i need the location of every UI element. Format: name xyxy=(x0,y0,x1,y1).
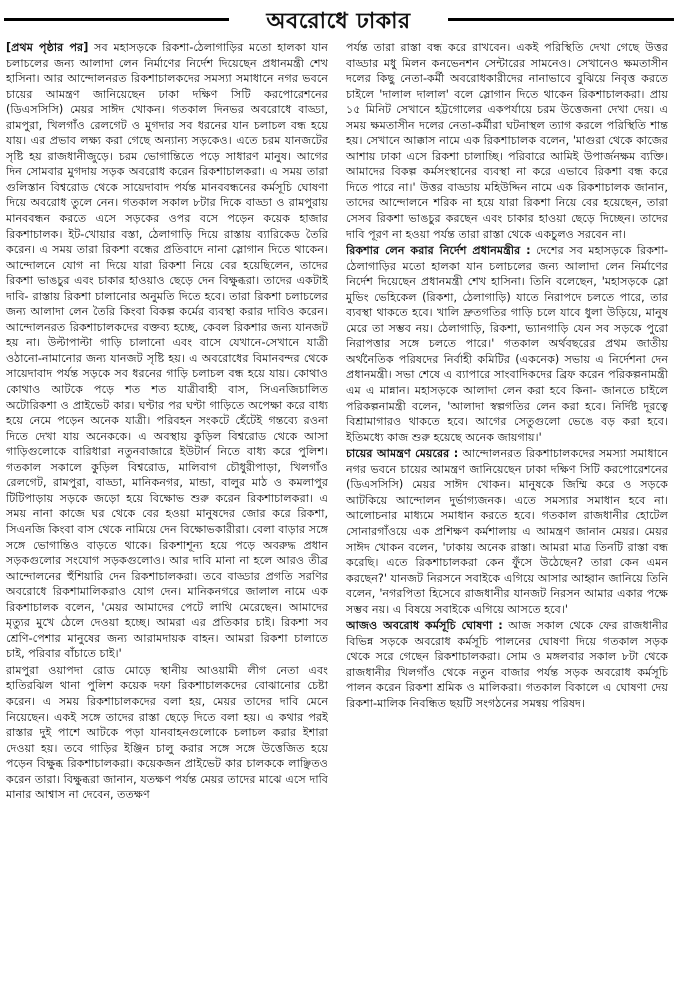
article-body xyxy=(6,40,672,1002)
paragraph xyxy=(346,243,668,445)
subhead-mayor-invitation: চায়ের আমন্ত্রণ মেয়রের : xyxy=(346,447,459,461)
paragraph-text: আন্দোলনরত রিকশাচালকদের সমস্যা সমাধানে নগর ভবনে চায়ের আমন্ত্রণ জানিয়েছেন ঢাকা দক্ষিণ সিটি করপোরেশনের (ডিএসসিসি) মেয়র সাঈদ খোকন। মানুষকে জিম্মি করে ও সড়কে আটকিয়ে আন্দোলন দুর্ভাগ্যজনক। এতে সমস্যার সমাধান হবে না। আলোচনার মাধ্যমে সমাধান করতে হবে। গতকাল রাজধানীর হোটেল সোনারগাঁওয়ে এক প্রশিক্ষণ কর্মশালায় এ আমন্ত্রণ জানান মেয়র। মেয়র সাঈদ খোকন বলেন, 'ঢাকায় অনেক রাস্তা। আমরা মাত্র তিনটি রাস্তা বন্ধ করেছি। এতে রিকশাচালকরা কেন ফুঁসে উঠেছেন? তারা কেন এমন করছেন?' যানজট নিরসনে সবাইকে এগিয়ে আসার আহ্বান জানিয়ে তিনি বলেন, 'নগরপিতা হিসেবে রাজধানীর যানজট নিরসন আমার একার পক্ষে সম্ভব নয়। এ বিষয়ে সবাইকে এগিয়ে আসতে হবে।' xyxy=(346,447,668,616)
paragraph-text: আজ সকাল থেকে ফের রাজধানীর বিভিন্ন সড়কে অবরোধ কর্মসূচি পালনের ঘোষণা দিয়ে গতকাল সড়ক থেকে সরে গেছেন রিকশাচালকরা। সোম ও মঙ্গলবার সকাল ৮টা থেকে রাজধানীর খিলগাঁও থেকে নতুন বাজার পর্যন্ত সড়ক অবরোধ কর্মসূচি পালন করেন রিকশা শ্রমিক ও মালিকরা। গতকাল বিকালে এ ঘোষণা দেয় রিকশা-মালিক নিবন্ধিত ছয়টি সংগঠনের সমন্বয় পরিষদ। xyxy=(346,619,668,710)
paragraph xyxy=(346,446,668,617)
headline-bar xyxy=(0,0,678,38)
subhead-pm-directive: রিকশার লেন করার নির্দেশ প্রধানমন্ত্রীর : xyxy=(346,244,531,258)
left-column xyxy=(6,40,328,1002)
paragraph xyxy=(346,40,668,242)
continuation-label: [প্রথম পৃষ্ঠার পর] xyxy=(6,41,89,54)
paragraph-text: রামপুরা ওয়াপদা রোড মোড়ে স্থানীয় আওয়ামী লীগ নেতা এবং হাতিরঝিল থানা পুলিশ কয়েক দফা রিকশাচালকদের বোঝানোর চেষ্টা করেন। এ সময় রিকশাচালকদের বলা হয়, মেয়র তাদের দাবি মেনে নিয়েছেন। একই সঙ্গে তাদের রাস্তা ছেড়ে দিতে বলা হয়। এ কথার পরই রাস্তার দুই পাশে আটকে পড়া যানবাহনগুলোকে চলাচল করার ইশারা দেওয়া হয়। তবে গাড়ির ইঞ্জিন চালু করার সঙ্গে সঙ্গে উত্তেজিত হয়ে পড়েন বিক্ষুব্ধ রিকশাচালকরা। কয়েকজন প্রাইভেট কার চালককে লাঞ্ছিতও করেন তারা। বিক্ষুব্ধরা জানান, যতক্ষণ পর্যন্ত মেয়র তাদের মাঝে এসে দাবি মানার আশ্বাস না দেবেন, ততক্ষণ xyxy=(6,663,328,802)
paragraph xyxy=(6,663,328,803)
paragraph-text: পর্যন্ত তারা রাস্তা বন্ধ করে রাখবেন। একই পরিস্থিতি দেখা গেছে উত্তর বাড্ডার মধু মিলন কনভেনশন সেন্টারের সামনেও। সেখানেও ক্ষমতাসীন দলের কিছু নেতা-কর্মী অবরোধকারীদের নানাভাবে বুঝিয়ে নিবৃত্ত করতে চাইলে 'দালাল দালাল' বলে স্লোগান দিতে থাকেন রিকশাচালকরা। প্রায় ১৫ মিনিট সেখানে হট্টগোলের একপর্যায়ে চরম উত্তেজনা দেখা দেয়। এ সময় ক্ষমতাসীন দলের নেতা-কর্মীরা ঘটনাস্থল ত্যাগ করলে পরিস্থিতি শান্ত হয়। সেখানে আক্কাস নামে এক রিকশাচালক বলেন, 'মাগুরা থেকে কাজের আশায় ঢাকা এসে রিকশা চালাচ্ছি। পরিবারে আমিই উপার্জনক্ষম ব্যক্তি। আমাদের বিকল্প কর্মসংস্থানের ব্যবস্থা না করে এভাবে রিকশা বন্ধ করে দিতে পারে না।' উত্তর বাড্ডায় মহিউদ্দিন নামে এক রিকশাচালক জানান, তাদের আন্দোলনে শরিক না হয়ে যারা রিকশা নিয়ে বের হয়েছেন, তারা সেসব রিকশা ভাঙচুর করছেন এবং চাকার হাওয়া ছেড়ে দিচ্ছেন। তাদের দাবি পূরণ না হওয়া পর্যন্ত তারা রাস্তা থেকে একচুলও সরবেন না। xyxy=(346,41,668,241)
subhead-blockade-announcement: আজও অবরোধ কর্মসূচি ঘোষণা : xyxy=(346,619,503,633)
paragraph xyxy=(6,40,328,662)
paragraph-text: সব মহাসড়কে রিকশা-ঠেলাগাড়ির মতো হালকা যান চলাচলের জন্য আলাদা লেন নির্মাণের নির্দেশ দিয়েছেন প্রধানমন্ত্রী শেখ হাসিনা। আর আন্দোলনরত রিকশাচালকদের সমস্যা সমাধানে নগর ভবনে চায়ের আমন্ত্রণ জানিয়েছেন ঢাকা দক্ষিণ সিটি করপোরেশনের (ডিএসসিসি) মেয়র সাঈদ খোকন। গতকাল দিনভর অবরোধে বাড্ডা, রামপুরা, খিলগাঁও রেলগেট ও মুগদার সব ধরনের যান চলাচল বন্ধ হয়ে যায়। এর প্রভাব লক্ষ্য করা গেছে অন্যান্য সড়কেও। এতে চরম যানজটের সৃষ্টি হয় রাজধানীজুড়ে। চরম ভোগান্তিতে পড়ে সাধারণ মানুষ। আগের দিন সোমবার মুগদায় সড়ক অবরোধ করেন রিকশাচালকরা। এ সময় তারা গুলিস্তান বিশ্বরোড থেকে সায়েদাবাদ পর্যন্ত মানববন্ধনের কর্মসূচি ঘোষণা দিয়ে অবরোধ তুলে নেন। গতকাল সকাল ৮টার দিকে বাড্ডা ও রামপুরায় মানববন্ধন করতে এসে সড়কের ওপর বসে পড়েন কয়েক হাজার রিকশাচালক। ইট-খোয়ার বস্তা, ঠেলাগাড়ি দিয়ে রাস্তায় ব্যারিকেড তৈরি করেন। এ সময় তারা রিকশা বন্ধের প্রতিবাদে নানা স্লোগান দিতে থাকেন। আন্দোলনে যোগ না দিয়ে যারা রিকশা নিয়ে বের হয়েছিলেন, তাদের রিকশা ভাঙচুর এবং চাকার হাওয়াও ছেড়ে দেন বিক্ষুব্ধরা। তাদের একটাই দাবি- রাস্তায় রিকশা চালানোর অনুমতি দিতে হবে। তারা রিকশা চলাচলের জন্য আলাদা লেন তৈরি কিংবা বিকল্প কর্মের ব্যবস্থা করার দাবিও করেন। আন্দোলনরত রিকশাচালকদের বক্তব্য হচ্ছে, কেবল রিকশার জন্য যানজট হয় না। উল্টাপাল্টা গাড়ি চালানো এবং বাসে যেখানে-সেখানে যাত্রী ওঠানো-নামানোর জন্য যানজট সৃষ্টি হয়। এ অবরোধের বিমানবন্দর থেকে সায়েদাবাদ পর্যন্ত সড়কে সব ধরনের গাড়ি চলাচল বন্ধ হয়ে যায়। কোথাও কোথাও আটকে পড়ে শত শত যাত্রীবাহী বাস, সিএনজিচালিত অটোরিকশা ও প্রাইভেট কার। ঘণ্টার পর ঘণ্টা গাড়িতে অপেক্ষা করে বাধ্য হয়ে নেমে পড়েন অনেক যাত্রী। পরিবহন সংকটে হেঁটেই গন্তব্যে রওনা দিতে দেখা যায় অনেককে। এ অবস্থায় কুড়িল বিশ্বরোড থেকে আসা গাড়িগুলোকে বারিধারা নতুনবাজারে ইউটার্ন নিতে বাধ্য করে পুলিশ। গতকাল সকালে কুড়িল বিশ্বরোড, মালিবাগ চৌধুরীপাড়া, খিলগাঁও রেলগেট, রামপুরা, বাড্ডা, মানিকনগর, মান্ডা, বালুর মাঠ ও কমলাপুর টিটিপাড়ায় সড়কে জড়ো হয়ে বিক্ষোভ শুরু করেন রিকশাচালকরা। এ সময় নানা কাজে ঘর থেকে বের হওয়া মানুষদের জোর করে রিকশা, সিএনজি কিংবা বাস থেকে নামিয়ে দেন বিক্ষোভকারীরা। বেলা বাড়ার সঙ্গে সঙ্গে ভোগান্তিও বাড়তে থাকে। রিকশাশূন্য হয়ে পড়ে অবরুদ্ধ প্রধান সড়কগুলোর সংযোগ সড়কগুলোও। আর দাবি মানা না হলে আরও তীব্র আন্দোলনের হুঁশিয়ারি দেন রিকশাচালকরা। তবে বাড্ডার প্রগতি সরণির অবরোধে রিকশামালিকরাও যোগ দেন। মানিকনগরে জালাল নামে এক রিকশাচালক বলেন, 'মেয়র আমাদের পেটে লাথি মেরেছেন। আমাদের মৃত্যুর মুখে ঠেলে দেওয়া হচ্ছে। আমরা এর প্রতিকার চাই। রিকশা সব শ্রেণি-পেশার মানুষের জন্য আরামদায়ক বাহন। আমরা রিকশা চালাতে চাই, পরিবার বাঁচাতে চাই।' xyxy=(6,41,328,661)
headline-rule-left xyxy=(4,18,229,21)
paragraph-text: দেশের সব মহাসড়কে রিকশা-ঠেলাগাড়ির মতো হালকা যান চলাচলের জন্য আলাদা লেন নির্মাণের নির্দেশ দিয়েছেন প্রধানমন্ত্রী শেখ হাসিনা। তিনি বলেছেন, 'মহাসড়কে স্লো মুভিং ভেহিকেল (রিকশা, ঠেলাগাড়ি) যাতে নিরাপদে চলতে পারে, তার ব্যবস্থা থাকতে হবে। খালি দ্রুতগতির গাড়ি চলে যাবে ধুলা উড়িয়ে, মানুষ মেরে তা সম্ভব নয়। ঠেলাগাড়ি, রিকশা, ভ্যানগাড়ি যেন সব সড়কে পুরো নিরাপত্তার সঙ্গে চলতে পারে।' গতকাল অর্থবছরের প্রথম জাতীয় অর্থনৈতিক পরিষদের নির্বাহী কমিটির (একনেক) সভায় এ নির্দেশনা দেন প্রধানমন্ত্রী। সভা শেষে এ ব্যাপারে সাংবাদিকদের ব্রিফ করেন পরিকল্পনামন্ত্রী এম এ মান্নান। মহাসড়কে আলাদা লেন করা হবে কিনা- জানতে চাইলে পরিকল্পনামন্ত্রী বলেন, 'আলাদা স্বল্পগতির লেন করা হবে। নির্দিষ্ট দূরত্বে বিশ্রামাগারও থাকতে হবে। আগের সেতুগুলো ভেঙে বড় করা হবে। ইতিমধ্যে কাজ শুরু হয়েছে অনেক জায়গায়।' xyxy=(346,244,668,444)
headline-rule-right xyxy=(448,18,674,21)
paragraph xyxy=(346,618,668,711)
headline: অবরোধে ঢাকার xyxy=(266,8,411,34)
right-column xyxy=(346,40,668,1002)
